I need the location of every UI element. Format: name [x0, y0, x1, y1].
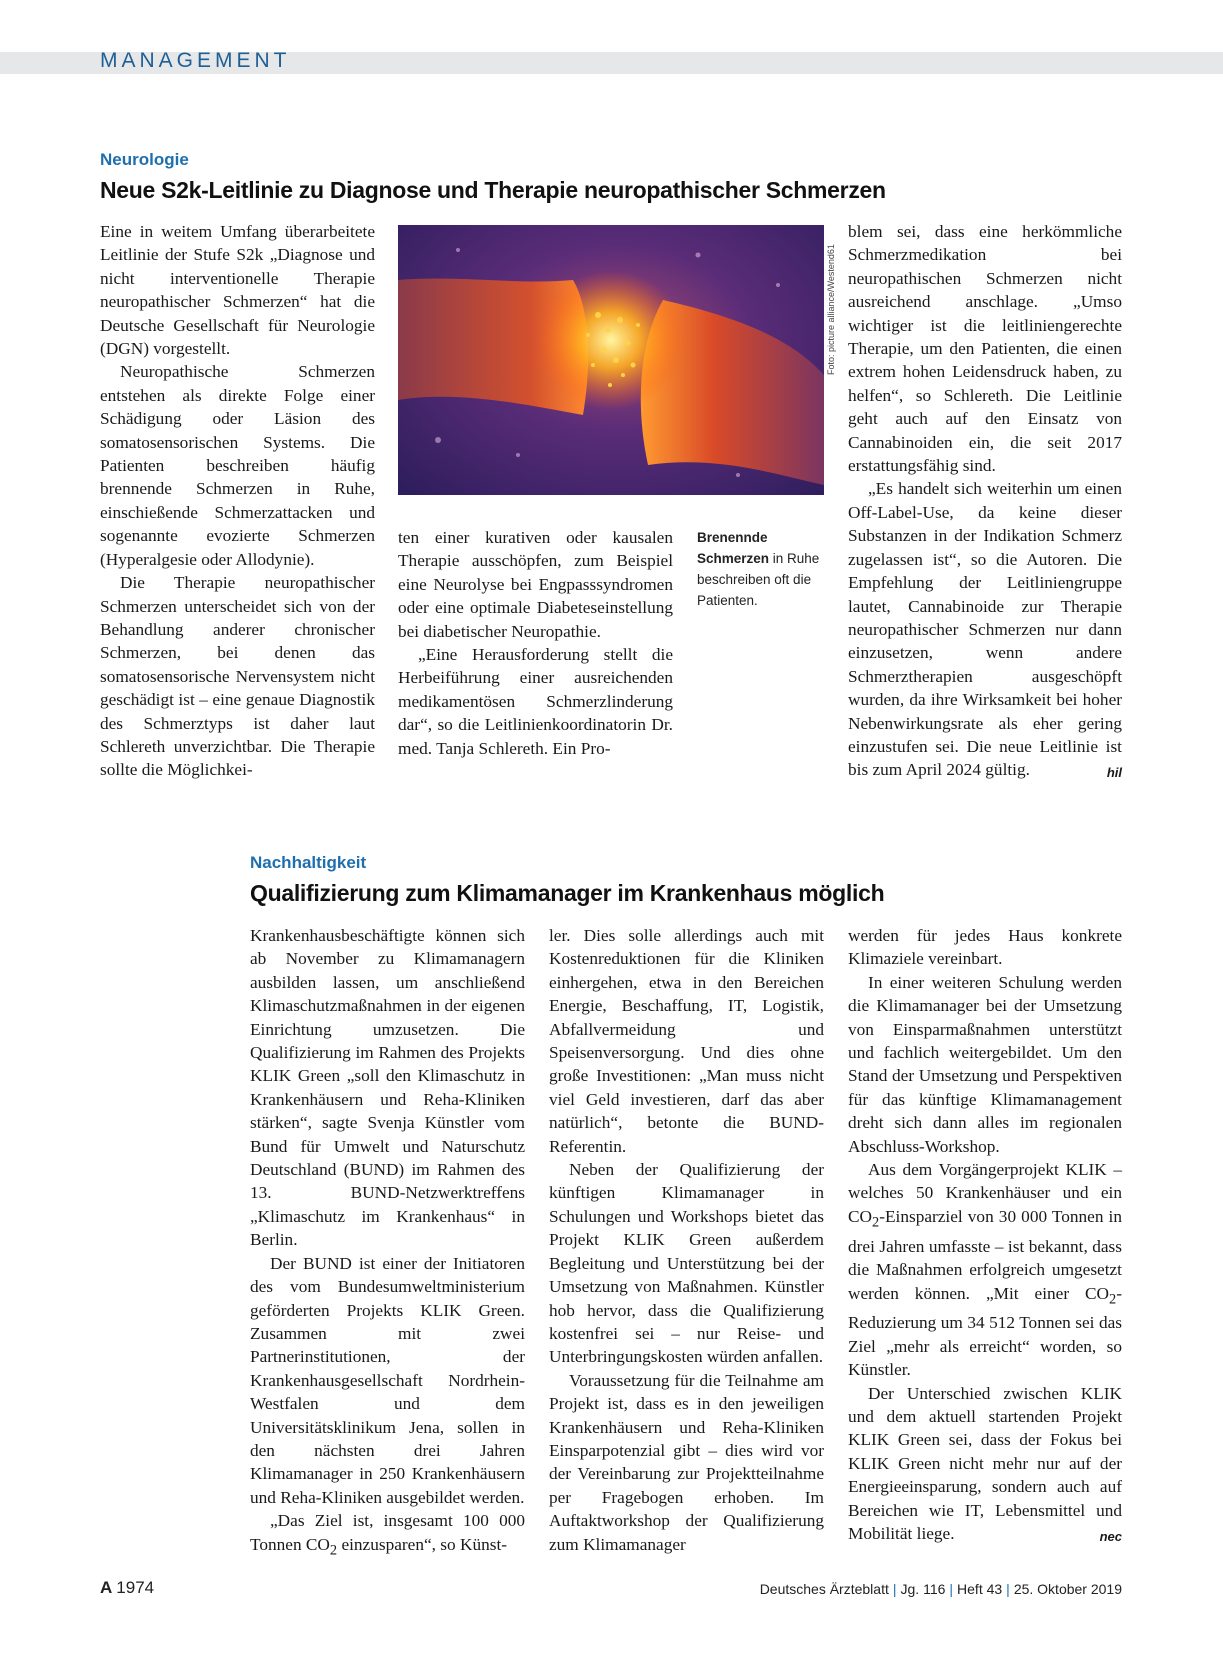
page-number-value: 1974 [116, 1578, 155, 1597]
subscript: 2 [329, 1542, 338, 1559]
journal-issue: Heft 43 [957, 1581, 1003, 1597]
paragraph: Der BUND ist einer der Initiatoren des vom Bundesumweltministerium geförderten Projekts KLIK Green. Zusammen mit zwei Partnerinstitutionen, der Krankenhausgesellschaft Nordrhein-Westfalen und dem Universitätsklinikum Jena, sollen in den nächsten drei Jahren Klimamanager in 250 Krankenhäusern und Reha-Kliniken ausgebildet werden. [250, 1253, 525, 1507]
photo-caption [697, 527, 832, 611]
photo-credit: Foto: picture alliance/Westend61 [826, 244, 836, 375]
divider: | [892, 1581, 897, 1597]
paragraph [848, 1158, 1122, 1382]
caption-bold: Brenennde Schmerzen [697, 530, 770, 566]
caption-text: in Ruhe beschreiben oft die Patienten. [697, 551, 820, 608]
article1-title: Neue S2k-Leitlinie zu Diagnose und Therapie neuropathischer Schmerzen [100, 177, 886, 203]
paragraph: ten einer kurativen oder kausalen Therapie ausschöpfen, zum Beispiel eine Neurolyse bei Engpasssyndromen oder eine optimale Diabeteseinstellung bei diabetischer Neuropathie. [398, 528, 673, 641]
paragraph: Krankenhausbeschäftigte können sich ab November zu Klimamanagern ausbilden lassen, um anschließend Klimaschutzmaßnahmen in der eigenen Einrichtung umzusetzen. Die Qualifizierung im Rahmen des Projekts KLIK Green „soll den Klimaschutz in Krankenhäusern und Reha-Kliniken stärken“, sagte Svenja Künstler vom Bund für Umwelt und Naturschutz Deutschland (BUND) im Rahmen des 13. BUND-Netzwerktreffens „Klimaschutz im Krankenhaus“ in Berlin. [250, 926, 525, 1250]
paragraph: Neuropathische Schmerzen entstehen als direkte Folge einer Schädigung oder Läsion des somatosensorischen Systems. Die Patienten beschreiben häufig brennende Schmerzen in Ruhe, einschießende Schmerzattacken und sogenannte evozierte Schmerzen (Hyperalgesie oder Allodynie). [100, 362, 375, 569]
paragraph: „Eine Herausforderung stellt die Herbeiführung einer ausreichenden medikamentösen Schmerzlinderung dar“, so die Leitlinienkoordinatorin Dr. med. Tanja Schlereth. Ein Pro- [398, 645, 673, 758]
paragraph-text: -Einsparziel von 30 000 Tonnen in drei Jahren umfasste – ist bekannt, dass die Maßnahmen erfolgreich umgesetzt werden können. „Mit einer CO [848, 1206, 1122, 1303]
article2-title: Qualifizierung zum Klimamanager im Krankenhaus möglich [250, 880, 885, 906]
author-signature: hil [1106, 765, 1122, 781]
section-label: MANAGEMENT [100, 49, 291, 72]
paragraph-text: Der Unterschied zwischen KLIK und dem aktuell startenden Projekt KLIK Green sei, dass der Fokus bei KLIK Green nicht mehr nur auf der Energieeinsparung, sondern auch auf Bereichen wie IT, Lebensmittel und Mobilität liege. [848, 1383, 1122, 1544]
page-prefix: A [100, 1578, 113, 1597]
paragraph-text: -Reduzierung um 34 512 Tonnen sei das Ziel „mehr als erreicht“ worden, so Künstler. [848, 1283, 1122, 1380]
journal-date: 25. Oktober 2019 [1013, 1581, 1122, 1597]
divider: | [1006, 1581, 1010, 1597]
page-number [100, 1578, 154, 1598]
paragraph: Eine in weitem Umfang überarbeitete Leitlinie der Stufe S2k „Diagnose und nicht interventionelle Therapie neuropathischer Schmerzen“ hat die Deutsche Gesellschaft für Neurologie (DGN) vorgestellt. [100, 222, 375, 359]
paragraph [848, 1382, 1122, 1546]
paragraph [848, 477, 1122, 781]
subscript: 2 [1109, 1291, 1117, 1307]
paragraph [250, 1509, 525, 1562]
subscript: 2 [872, 1214, 880, 1231]
paragraph-text: einzusparen“, so Künst- [337, 1534, 508, 1554]
article2-column-2 [549, 924, 824, 1556]
journal-name: Deutsches Ärzteblatt [759, 1581, 889, 1597]
paragraph: Neben der Qualifizierung der künftigen Klimamanager in Schulungen und Workshops bietet das Projekt KLIK Green außerdem Begleitung und Unterstützung bei der Umsetzung von Maßnahmen. Künstler hob hervor, dass die Qualifizierung kostenfrei sei – nur Reise- und Unterbringungskosten würden anfallen. [549, 1160, 824, 1367]
paragraph: werden für jedes Haus konkrete Klimaziele vereinbart. [848, 926, 1122, 969]
paragraph: Voraussetzung für die Teilnahme am Projekt ist, dass es in den jeweiligen Krankenhäusern und Reha-Kliniken Einsparpotenzial gibt – dies wird vor der Vereinbarung zur Projektteilnahme per Fragebogen erhoben. Im Auftaktworkshop der Qualifizierung zum Klimamanager [549, 1370, 824, 1554]
article2-kicker: Nachhaltigkeit [250, 853, 367, 872]
paragraph-text: „Es handelt sich weiterhin um einen Off-Label-Use, da keine dieser Substanzen in der Indikation Schmerz zugelassen ist“, so die Autoren. Die Empfehlung der Leitliniengruppe lautet, Cannabinoide zur Therapie neuropathischer Schmerzen nur dann einzusetzen, wenn andere Schmerztherapien ausgeschöpft wurden, da ihre Wirksamkeit bei hoher Nebenwirkungsrate als eher gering einzustufen sei. Die neue Leitlinie ist bis zum April 2024 gültig. [848, 479, 1122, 780]
synapse-illustration [398, 225, 824, 495]
divider: | [949, 1581, 954, 1597]
article1-column-3 [848, 220, 1122, 785]
paragraph-text: Aus dem Vorgängerprojekt KLIK – welches 50 Krankenhäuser und ein CO [848, 1160, 1122, 1226]
paragraph: In einer weiteren Schulung werden die Klimamanager bei der Umsetzung von Einsparmaßnahmen unterstützt und fachlich weitergebildet. Um den Stand der Umsetzung und Perspektiven für das künftige Klimamanagement dreht sich dann alles im regionalen Abschluss-Workshop. [848, 972, 1122, 1156]
journal-info [760, 1581, 1122, 1597]
author-signature: nec [1099, 1529, 1122, 1545]
article1-kicker: Neurologie [100, 150, 189, 169]
article1-column-1 [100, 220, 375, 782]
article2-column-1 [250, 924, 525, 1562]
journal-volume: Jg. 116 [900, 1581, 946, 1597]
paragraph: Die Therapie neuropathischer Schmerzen unterscheidet sich von der Behandlung anderer chronischer Schmerzen, bei denen das somatosensorische Nervensystem nicht geschädigt ist – eine genaue Diagnostik des Schmerztyps ist daher laut Schlereth unverzichtbar. Die Therapie sollte die Möglichkei- [100, 573, 375, 780]
article1-column-2 [398, 526, 673, 760]
article2-column-3 [848, 924, 1122, 1548]
paragraph: ler. Dies solle allerdings auch mit Kostenreduktionen für die Kliniken einhergehen, etwa in den Bereichen Energie, Beschaffung, IT, Logistik, Abfallvermeidung und Speisenversorgung. Und dies ohne große Investitionen: „Man muss nicht viel Geld investieren, darf das aber natürlich“, betonte die BUND-Referentin. [549, 926, 824, 1156]
paragraph-text: „Das Ziel ist, insgesamt 100 000 Tonnen CO [250, 1511, 525, 1554]
nerve-synapse-photo [398, 225, 824, 495]
paragraph: blem sei, dass eine herkömmliche Schmerzmedikation bei neuropathischen Schmerzen nicht ausreichend anschlage. „Umso wichtiger ist die leitliniengerechte Therapie, um den Patienten, die einen extrem hohen Leidensdruck haben, zu helfen“, so Schlereth. Die Leitlinie geht auch auf den Einsatz von Cannabinoiden ein, die seit 2017 erstattungsfähig sind. [848, 222, 1122, 476]
